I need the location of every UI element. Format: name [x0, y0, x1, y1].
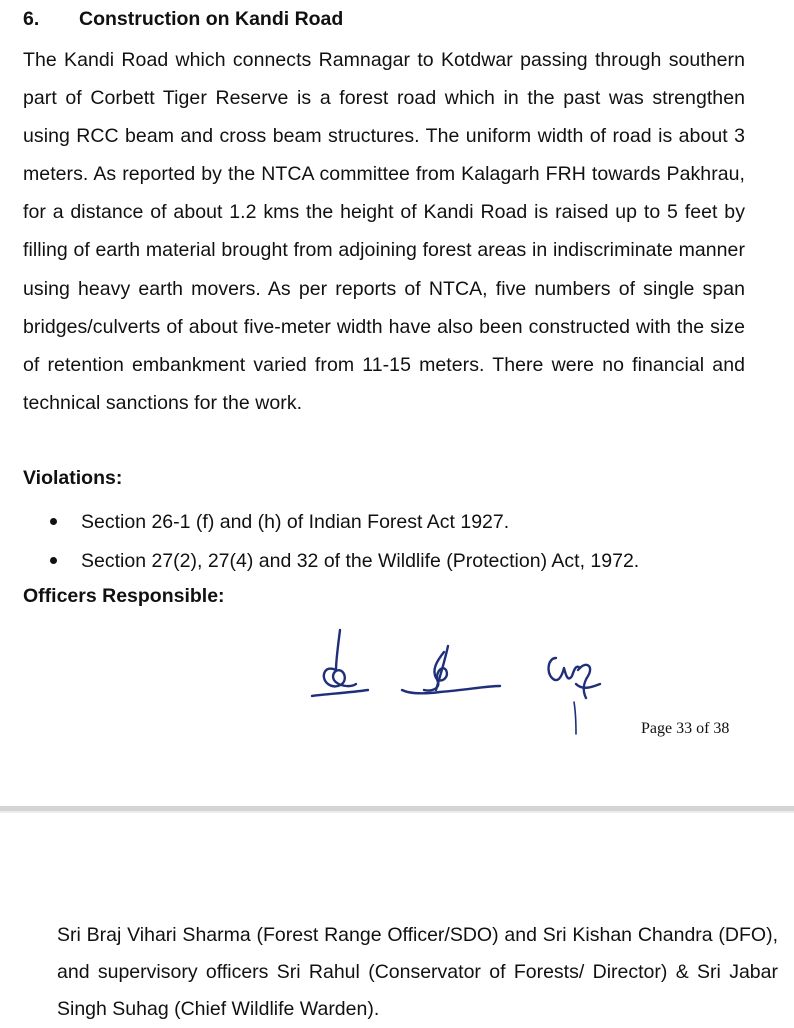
violation-item	[50, 503, 639, 542]
page-divider	[0, 806, 794, 811]
signatures	[290, 618, 630, 740]
violation-text: Section 27(2), 27(4) and 32 of the Wildlife (Protection) Act, 1972.	[81, 550, 640, 572]
violations-heading: Violations:	[23, 467, 123, 489]
bullet-icon	[50, 557, 57, 564]
officers-responsible-heading: Officers Responsible:	[23, 585, 225, 607]
signature-2	[402, 646, 500, 693]
document-page-34	[0, 813, 794, 1024]
bullet-icon	[50, 518, 57, 525]
section-title: Construction on Kandi Road	[79, 8, 344, 30]
violation-text: Section 26-1 (f) and (h) of Indian Forest Act 1927.	[81, 511, 510, 533]
section-number: 6.	[23, 8, 40, 30]
section-heading	[23, 7, 343, 31]
section-body-paragraph: The Kandi Road which connects Ramnagar to Kotdwar passing through southern part of Corbett Tiger Reserve is a forest road which in the past was strengthen using RCC beam and cross beam structures. The uniform width of road is about 3 meters. As reported by the NTCA committee from Kalagarh FRH towards Pakhrau, for a distance of about 1.2 kms the height of Kandi Road is raised up to 5 feet by filling of earth material brought from adjoining forest areas in indiscriminate manner using heavy earth movers. As per reports of NTCA, five numbers of single span bridges/culverts of about five-meter width have also been constructed with the size of retention embankment varied from 11-15 meters. There were no financial and technical sanctions for the work.	[23, 49, 745, 414]
signature-3	[549, 658, 600, 734]
violation-item	[50, 542, 639, 581]
violations-list	[50, 503, 639, 581]
page-number: Page 33 of 38	[641, 720, 730, 737]
officers-responsible-text: Sri Braj Vihari Sharma (Forest Range Officer/SDO) and Sri Kishan Chandra (DFO), and supervisory officers Sri Rahul (Conservator of Forests/ Director) & Sri Jabar Singh Suhag (Chief Wildlife Warden).	[57, 924, 778, 1020]
signature-1	[312, 630, 368, 696]
